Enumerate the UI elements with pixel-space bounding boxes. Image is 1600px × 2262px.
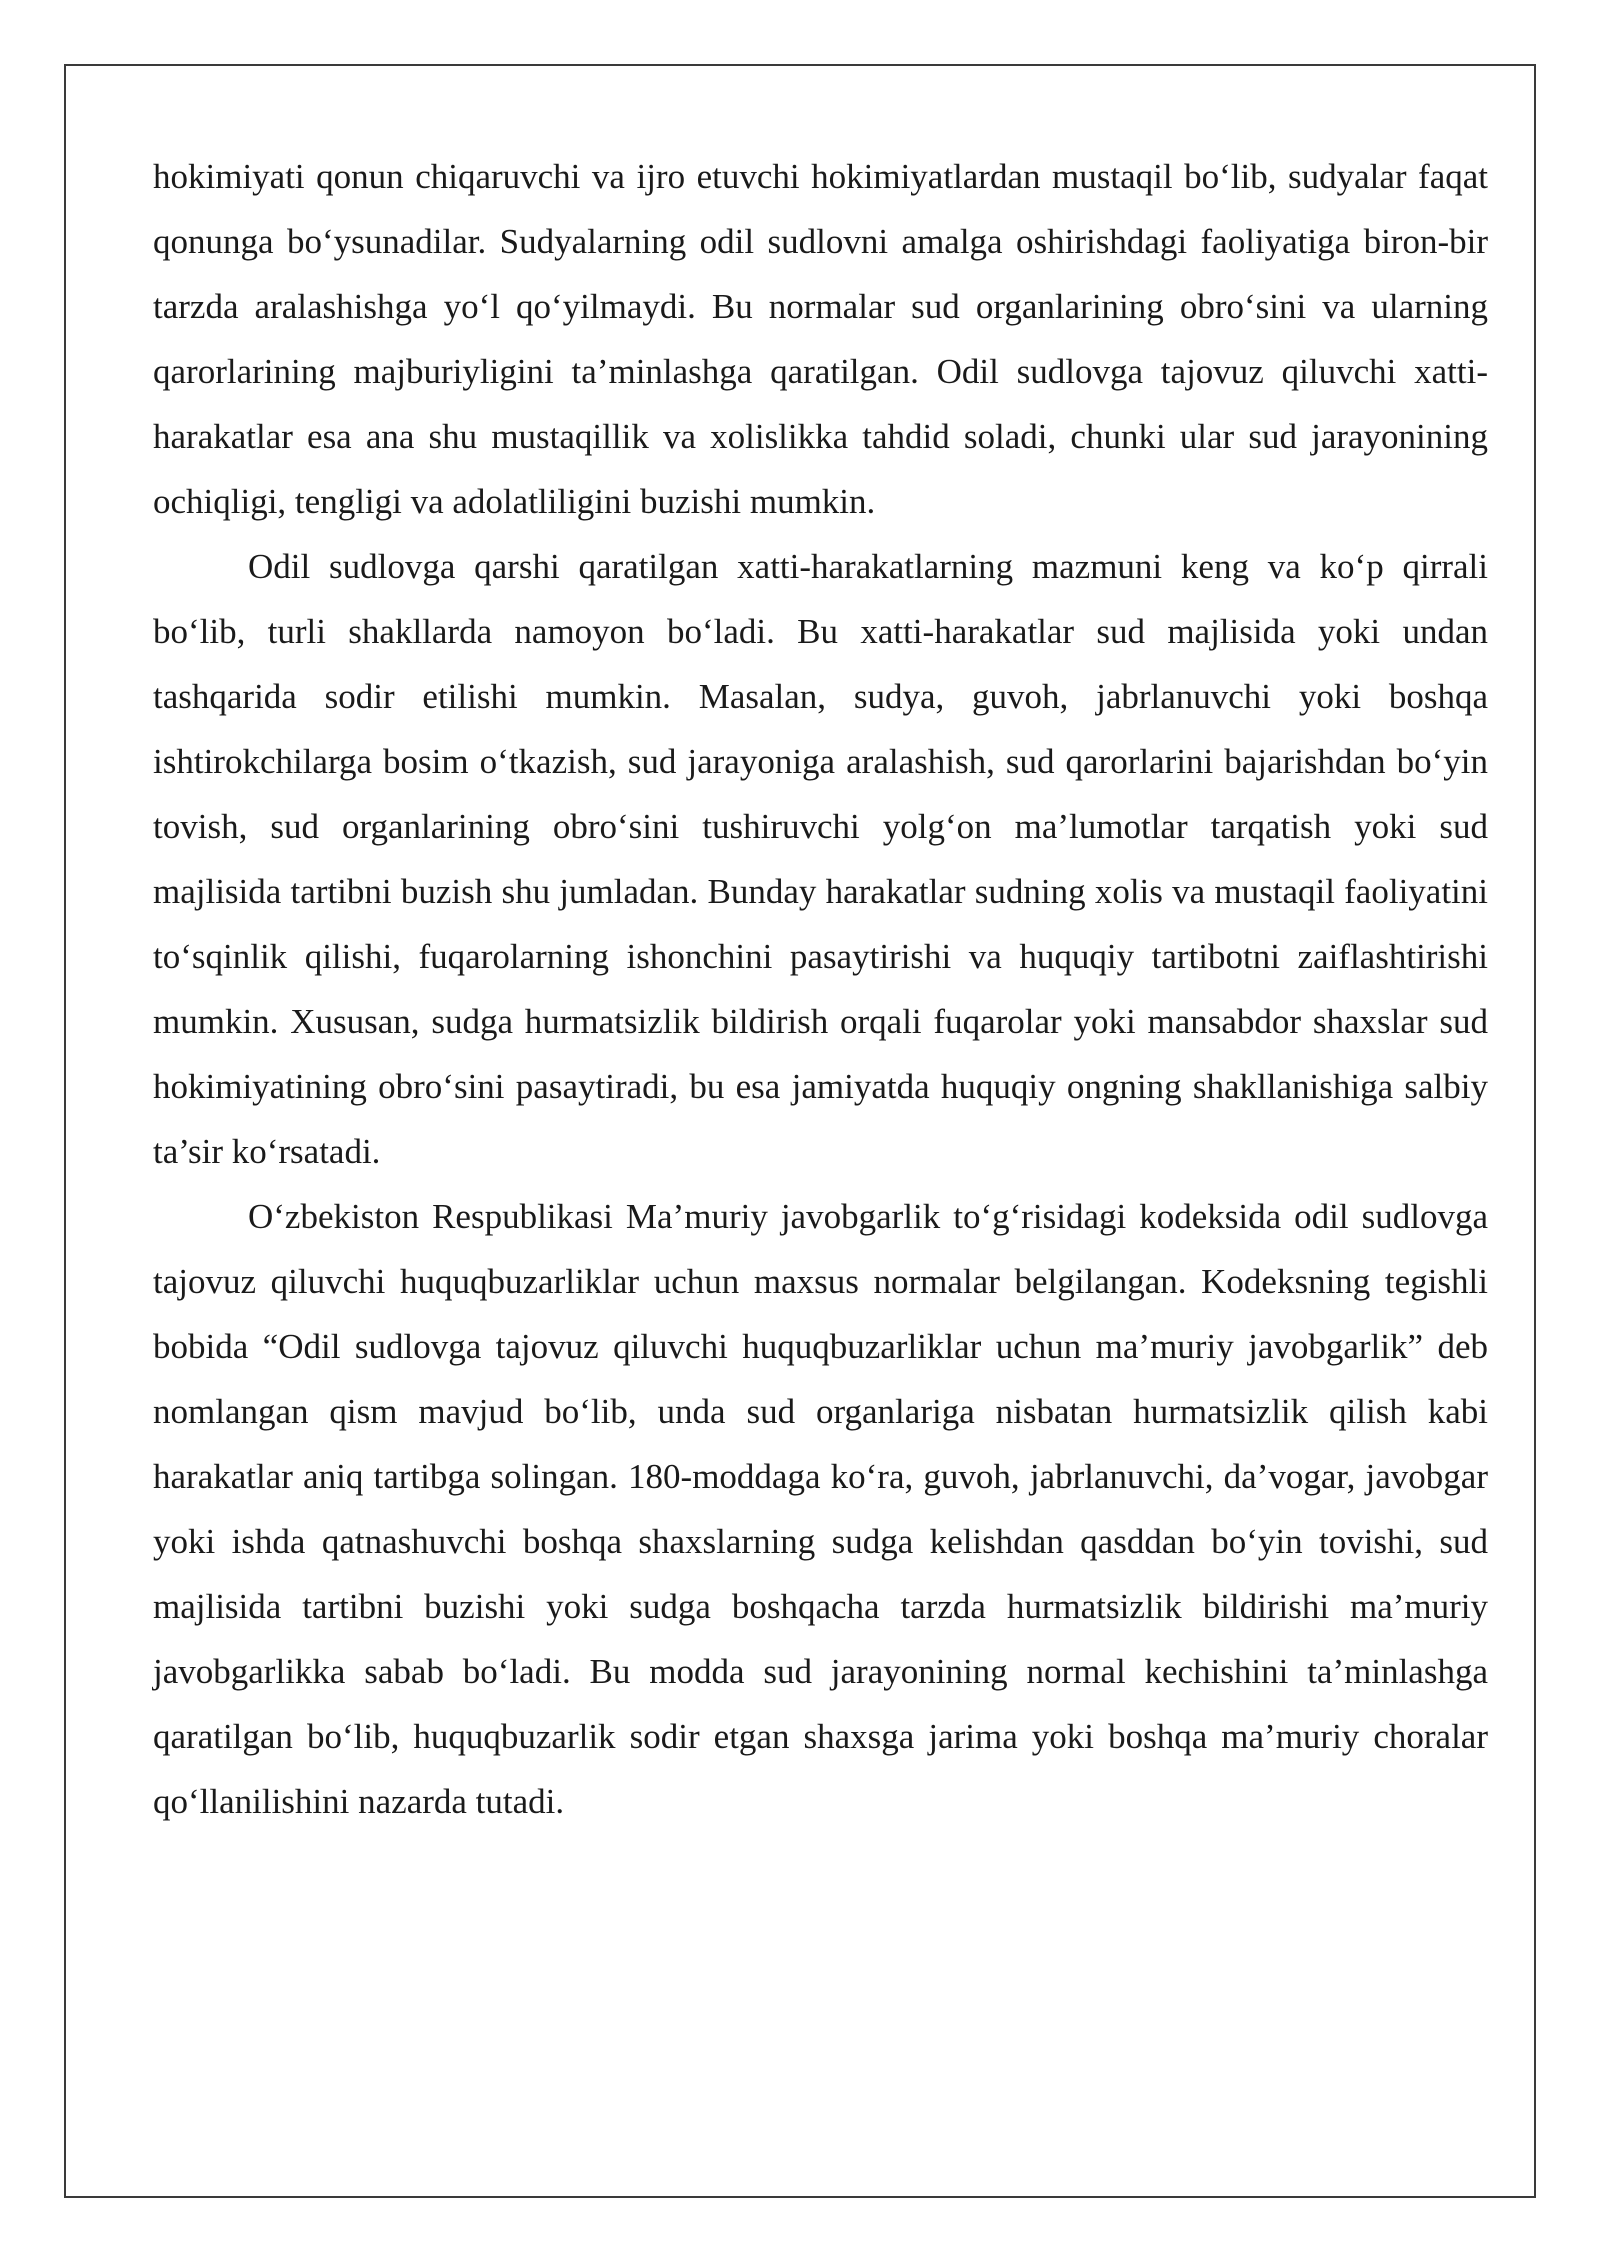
paragraph-3: O‘zbekiston Respublikasi Ma’muriy javobgarlik to‘g‘risidagi kodeksida odil sudlovga tajovuz qiluvchi huquqbuzarliklar uchun maxsus normalar belgilangan. Kodeksning tegishli bobida “Odil sudlovga tajovuz qiluvchi huquqbuzarliklar uchun ma’muriy javobgarlik” deb nomlangan qism mavjud bo‘lib, unda sud organlariga nisbatan hurmatsizlik qilish kabi harakatlar aniq tartibga solingan. 180-moddaga ko‘ra, guvoh, jabrlanuvchi, da’vogar, javobgar yoki ishda qatnashuvchi boshqa shaxslarning sudga kelishdan qasddan bo‘yin tovishi, sud majlisida tartibni buzishi yoki sudga boshqacha tarzda hurmatsizlik bildirishi ma’muriy javobgarlikka sabab bo‘ladi. Bu modda sud jarayonining normal kechishini ta’minlashga qaratilgan bo‘lib, huquqbuzarlik sodir etgan shaxsga jarima yoki boshqa ma’muriy choralar qo‘llanilishini nazarda tutadi. xyxy=(153,1197,1488,1821)
paragraph-2: Odil sudlovga qarshi qaratilgan xatti-harakatlarning mazmuni keng va ko‘p qirrali bo‘lib, turli shakllarda namoyon bo‘ladi. Bu xatti-harakatlar sud majlisida yoki undan tashqarida sodir etilishi mumkin. Masalan, sudya, guvoh, jabrlanuvchi yoki boshqa ishtirokchilarga bosim o‘tkazish, sud jarayoniga aralashish, sud qarorlarini bajarishdan bo‘yin tovish, sud organlarining obro‘sini tushiruvchi yolg‘on ma’lumotlar tarqatish yoki sud majlisida tartibni buzish shu jumladan. Bunday harakatlar sudning xolis va mustaqil faoliyatini to‘sqinlik qilishi, fuqarolarning ishonchini pasaytirishi va huquqiy tartibotni zaiflashtirishi mumkin. Xususan, sudga hurmatsizlik bildirish orqali fuqarolar yoki mansabdor shaxslar sud hokimiyatining obro‘sini pasaytiradi, bu esa jamiyatda huquqiy ongning shakllanishiga salbiy ta’sir ko‘rsatadi. xyxy=(153,547,1488,1171)
paragraph-continuation: hokimiyati qonun chiqaruvchi va ijro etuvchi hokimiyatlardan mustaqil bo‘lib, sudyalar faqat qonunga bo‘ysunadilar. Sudyalarning odil sudlovni amalga oshirishdagi faoliyatiga biron-bir tarzda aralashishga yo‘l qo‘yilmaydi. Bu normalar sud organlarining obro‘sini va ularning qarorlarining majburiyligini ta’minlashga qaratilgan. Odil sudlovga tajovuz qiluvchi xatti-harakatlar esa ana shu mustaqillik va xolislikka tahdid soladi, chunki ular sud jarayonining ochiqligi, tengligi va adolatliligini buzishi mumkin. xyxy=(153,157,1488,521)
document-body xyxy=(153,144,1488,1834)
